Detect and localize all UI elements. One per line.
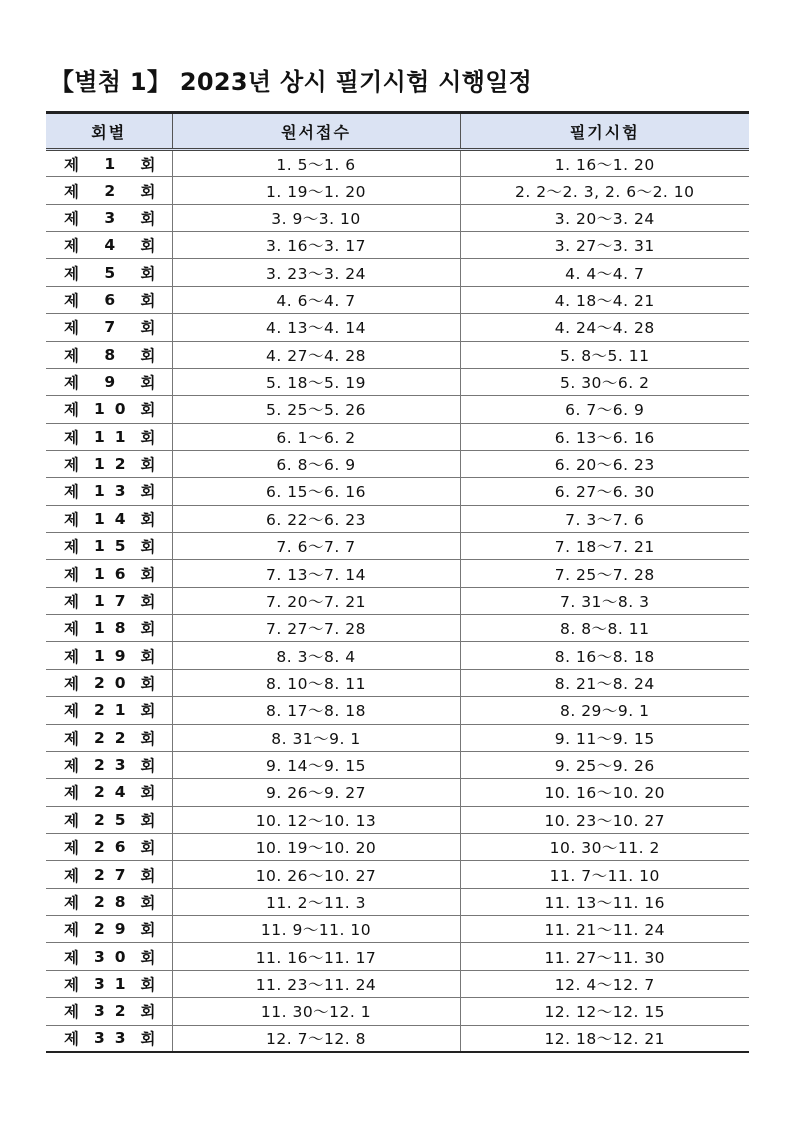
application-period-cell: 7. 13～7. 14 (172, 560, 460, 587)
round-prefix: 제 (64, 866, 79, 885)
round-prefix: 제 (64, 975, 79, 994)
application-period-cell: 9. 14～9. 15 (172, 751, 460, 778)
round-number: 11 (93, 427, 136, 446)
round-number: 13 (93, 482, 136, 501)
round-number: 31 (93, 974, 136, 993)
round-prefix: 제 (64, 592, 79, 611)
table-row (46, 368, 749, 395)
exam-period-cell: 9. 25～9. 26 (460, 751, 749, 778)
exam-period-cell: 11. 21～11. 24 (460, 916, 749, 943)
round-prefix: 제 (64, 291, 79, 310)
exam-period-cell: 3. 27～3. 31 (460, 232, 749, 259)
round-cell (46, 560, 172, 587)
application-period-cell: 7. 20～7. 21 (172, 587, 460, 614)
round-number: 24 (93, 783, 136, 802)
round-suffix: 회 (140, 893, 156, 912)
round-number: 14 (93, 509, 136, 528)
exam-schedule-table (46, 111, 749, 1053)
round-cell (46, 669, 172, 696)
round-number: 15 (93, 537, 136, 556)
table-row (46, 669, 749, 696)
table-row (46, 204, 749, 231)
table-row (46, 806, 749, 833)
round-suffix: 회 (140, 702, 156, 721)
table-row (46, 642, 749, 669)
exam-period-cell: 7. 31～8. 3 (460, 587, 749, 614)
round-cell (46, 150, 172, 177)
round-suffix: 회 (140, 209, 156, 228)
exam-period-cell: 8. 29～9. 1 (460, 697, 749, 724)
application-period-cell: 8. 31～9. 1 (172, 724, 460, 751)
round-cell (46, 615, 172, 642)
exam-period-cell: 12. 4～12. 7 (460, 970, 749, 997)
round-prefix: 제 (64, 1003, 79, 1022)
round-suffix: 회 (140, 620, 156, 639)
round-prefix: 제 (64, 702, 79, 721)
table-row (46, 615, 749, 642)
table-row (46, 478, 749, 505)
round-cell (46, 232, 172, 259)
round-suffix: 회 (140, 839, 156, 858)
round-cell (46, 833, 172, 860)
round-number: 1 (104, 154, 126, 173)
round-cell (46, 423, 172, 450)
round-cell (46, 724, 172, 751)
exam-period-cell: 5. 30～6. 2 (460, 368, 749, 395)
table-row (46, 505, 749, 532)
application-period-cell: 4. 27～4. 28 (172, 341, 460, 368)
application-period-cell: 6. 8～6. 9 (172, 450, 460, 477)
round-suffix: 회 (140, 675, 156, 693)
round-number: 3 (104, 208, 126, 227)
table-row (46, 314, 749, 341)
exam-period-cell: 8. 21～8. 24 (460, 669, 749, 696)
application-period-cell: 3. 9～3. 10 (172, 204, 460, 231)
round-prefix: 제 (64, 401, 79, 420)
application-period-cell: 11. 23～11. 24 (172, 970, 460, 997)
round-prefix: 제 (64, 784, 79, 803)
round-prefix: 제 (64, 620, 79, 639)
round-prefix: 제 (64, 757, 79, 776)
round-prefix: 제 (64, 565, 79, 584)
round-number: 4 (104, 236, 126, 255)
round-prefix: 제 (64, 456, 79, 475)
round-cell (46, 177, 172, 204)
application-period-cell: 5. 25～5. 26 (172, 396, 460, 423)
application-period-cell: 4. 13～4. 14 (172, 314, 460, 341)
table-row (46, 916, 749, 943)
table-header-row (46, 113, 749, 150)
round-prefix: 제 (64, 729, 79, 748)
round-number: 22 (93, 728, 136, 747)
round-suffix: 회 (140, 291, 156, 310)
round-suffix: 회 (140, 264, 156, 283)
application-period-cell: 6. 22～6. 23 (172, 505, 460, 532)
exam-period-cell: 7. 3～7. 6 (460, 505, 749, 532)
round-prefix: 제 (64, 948, 79, 967)
round-suffix: 회 (140, 975, 156, 994)
application-period-cell: 12. 7～12. 8 (172, 1025, 460, 1052)
round-prefix: 제 (64, 483, 79, 502)
table-row (46, 259, 749, 286)
round-number: 18 (93, 619, 136, 638)
round-prefix: 제 (64, 839, 79, 858)
exam-period-cell: 6. 27～6. 30 (460, 478, 749, 505)
round-cell (46, 533, 172, 560)
application-period-cell: 11. 9～11. 10 (172, 916, 460, 943)
application-period-cell: 3. 23～3. 24 (172, 259, 460, 286)
round-cell (46, 587, 172, 614)
round-suffix: 회 (140, 757, 156, 776)
table-row (46, 724, 749, 751)
exam-period-cell: 6. 20～6. 23 (460, 450, 749, 477)
round-number: 7 (104, 318, 126, 337)
round-suffix: 회 (140, 538, 156, 557)
round-number: 8 (104, 345, 126, 364)
exam-period-cell: 7. 18～7. 21 (460, 533, 749, 560)
round-cell (46, 259, 172, 286)
application-period-cell: 11. 16～11. 17 (172, 943, 460, 970)
application-period-cell: 10. 12～10. 13 (172, 806, 460, 833)
table-row (46, 341, 749, 368)
table-row (46, 423, 749, 450)
round-prefix: 제 (64, 675, 79, 693)
exam-period-cell: 3. 20～3. 24 (460, 204, 749, 231)
application-period-cell: 6. 1～6. 2 (172, 423, 460, 450)
round-number: 21 (93, 701, 136, 720)
application-period-cell: 6. 15～6. 16 (172, 478, 460, 505)
round-cell (46, 888, 172, 915)
table-row (46, 450, 749, 477)
table-row (46, 286, 749, 313)
round-suffix: 회 (140, 592, 156, 611)
round-prefix: 제 (64, 237, 79, 256)
application-period-cell: 7. 27～7. 28 (172, 615, 460, 642)
round-number: 12 (93, 455, 136, 474)
table-row (46, 943, 749, 970)
round-cell (46, 697, 172, 724)
round-cell (46, 286, 172, 313)
document-title: 【별첨 1】 2023년 상시 필기시험 시행일정 (50, 68, 533, 96)
round-suffix: 회 (140, 921, 156, 940)
round-suffix: 회 (140, 401, 156, 420)
header-application: 원서접수 (172, 113, 460, 150)
round-suffix: 회 (140, 182, 156, 201)
round-number: 33 (93, 1029, 136, 1048)
round-suffix: 회 (140, 237, 156, 256)
application-period-cell: 11. 30～12. 1 (172, 998, 460, 1025)
table-row (46, 751, 749, 778)
header-round: 회별 (46, 113, 172, 150)
round-suffix: 회 (140, 155, 156, 174)
round-prefix: 제 (64, 182, 79, 201)
application-period-cell: 4. 6～4. 7 (172, 286, 460, 313)
exam-period-cell: 12. 12～12. 15 (460, 998, 749, 1025)
round-cell (46, 970, 172, 997)
exam-period-cell: 8. 8～8. 11 (460, 615, 749, 642)
round-suffix: 회 (140, 729, 156, 748)
round-suffix: 회 (140, 784, 156, 803)
round-number: 19 (93, 646, 136, 665)
round-number: 20 (93, 674, 136, 692)
round-cell (46, 368, 172, 395)
table-row (46, 150, 749, 177)
round-cell (46, 998, 172, 1025)
round-number: 27 (93, 865, 136, 884)
round-cell (46, 341, 172, 368)
exam-period-cell: 11. 13～11. 16 (460, 888, 749, 915)
round-prefix: 제 (64, 510, 79, 529)
round-number: 30 (93, 947, 136, 966)
round-suffix: 회 (140, 374, 156, 393)
application-period-cell: 1. 19～1. 20 (172, 177, 460, 204)
round-cell (46, 204, 172, 231)
application-period-cell: 1. 5～1. 6 (172, 150, 460, 177)
round-suffix: 회 (140, 647, 156, 666)
round-suffix: 회 (140, 866, 156, 885)
exam-period-cell: 5. 8～5. 11 (460, 341, 749, 368)
header-written-exam: 필기시험 (460, 113, 749, 150)
round-number: 32 (93, 1002, 136, 1021)
round-prefix: 제 (64, 893, 79, 912)
round-cell (46, 642, 172, 669)
table-row (46, 396, 749, 423)
round-number: 23 (93, 756, 136, 775)
round-cell (46, 806, 172, 833)
exam-period-cell: 4. 4～4. 7 (460, 259, 749, 286)
round-cell (46, 861, 172, 888)
table-row (46, 1025, 749, 1052)
round-suffix: 회 (140, 346, 156, 365)
exam-period-cell: 6. 7～6. 9 (460, 396, 749, 423)
round-suffix: 회 (140, 510, 156, 529)
round-cell (46, 396, 172, 423)
round-number: 6 (104, 290, 126, 309)
round-cell (46, 943, 172, 970)
table-row (46, 697, 749, 724)
round-number: 17 (93, 591, 136, 610)
round-number: 16 (93, 564, 136, 583)
exam-period-cell: 11. 7～11. 10 (460, 861, 749, 888)
round-number: 10 (93, 400, 136, 419)
application-period-cell: 8. 3～8. 4 (172, 642, 460, 669)
round-cell (46, 916, 172, 943)
exam-period-cell: 10. 16～10. 20 (460, 779, 749, 806)
table-row (46, 560, 749, 587)
round-cell (46, 751, 172, 778)
round-prefix: 제 (64, 155, 79, 174)
round-number: 2 (104, 181, 126, 200)
round-suffix: 회 (140, 428, 156, 447)
round-prefix: 제 (64, 374, 79, 393)
round-prefix: 제 (64, 319, 79, 338)
application-period-cell: 8. 17～8. 18 (172, 697, 460, 724)
exam-period-cell: 11. 27～11. 30 (460, 943, 749, 970)
round-prefix: 제 (64, 921, 79, 940)
round-cell (46, 779, 172, 806)
application-period-cell: 7. 6～7. 7 (172, 533, 460, 560)
application-period-cell: 8. 10～8. 11 (172, 669, 460, 696)
exam-period-cell: 12. 18～12. 21 (460, 1025, 749, 1052)
exam-period-cell: 10. 30～11. 2 (460, 833, 749, 860)
application-period-cell: 10. 26～10. 27 (172, 861, 460, 888)
exam-period-cell: 6. 13～6. 16 (460, 423, 749, 450)
round-suffix: 회 (140, 1003, 156, 1022)
table-row (46, 833, 749, 860)
round-prefix: 제 (64, 428, 79, 447)
application-period-cell: 3. 16～3. 17 (172, 232, 460, 259)
round-prefix: 제 (64, 209, 79, 228)
round-number: 26 (93, 838, 136, 857)
application-period-cell: 10. 19～10. 20 (172, 833, 460, 860)
round-suffix: 회 (140, 948, 156, 967)
round-number: 9 (104, 373, 126, 392)
application-period-cell: 5. 18～5. 19 (172, 368, 460, 395)
round-number: 29 (93, 920, 136, 939)
round-prefix: 제 (64, 346, 79, 365)
table-row (46, 998, 749, 1025)
exam-period-cell: 9. 11～9. 15 (460, 724, 749, 751)
table-row (46, 779, 749, 806)
table-row (46, 533, 749, 560)
exam-period-cell: 7. 25～7. 28 (460, 560, 749, 587)
round-prefix: 제 (64, 538, 79, 557)
table-row (46, 888, 749, 915)
exam-period-cell: 1. 16～1. 20 (460, 150, 749, 177)
round-suffix: 회 (140, 811, 156, 830)
application-period-cell: 9. 26～9. 27 (172, 779, 460, 806)
table-row (46, 587, 749, 614)
exam-period-cell: 8. 16～8. 18 (460, 642, 749, 669)
table-row (46, 177, 749, 204)
round-prefix: 제 (64, 1030, 79, 1049)
round-suffix: 회 (140, 483, 156, 502)
application-period-cell: 11. 2～11. 3 (172, 888, 460, 915)
round-cell (46, 505, 172, 532)
round-cell (46, 450, 172, 477)
exam-period-cell: 4. 24～4. 28 (460, 314, 749, 341)
round-number: 25 (93, 810, 136, 829)
table-row (46, 861, 749, 888)
round-suffix: 회 (140, 1030, 156, 1049)
round-prefix: 제 (64, 647, 79, 666)
table-row (46, 970, 749, 997)
round-number: 28 (93, 892, 136, 911)
round-prefix: 제 (64, 811, 79, 830)
round-number: 5 (104, 263, 126, 282)
round-cell (46, 478, 172, 505)
round-suffix: 회 (140, 319, 156, 338)
table-row (46, 232, 749, 259)
round-cell (46, 314, 172, 341)
round-suffix: 회 (140, 565, 156, 584)
round-cell (46, 1025, 172, 1052)
table-body (46, 150, 749, 1053)
round-prefix: 제 (64, 264, 79, 283)
round-suffix: 회 (140, 456, 156, 475)
exam-period-cell: 10. 23～10. 27 (460, 806, 749, 833)
exam-period-cell: 4. 18～4. 21 (460, 286, 749, 313)
exam-period-cell: 2. 2～2. 3, 2. 6～2. 10 (460, 177, 749, 204)
